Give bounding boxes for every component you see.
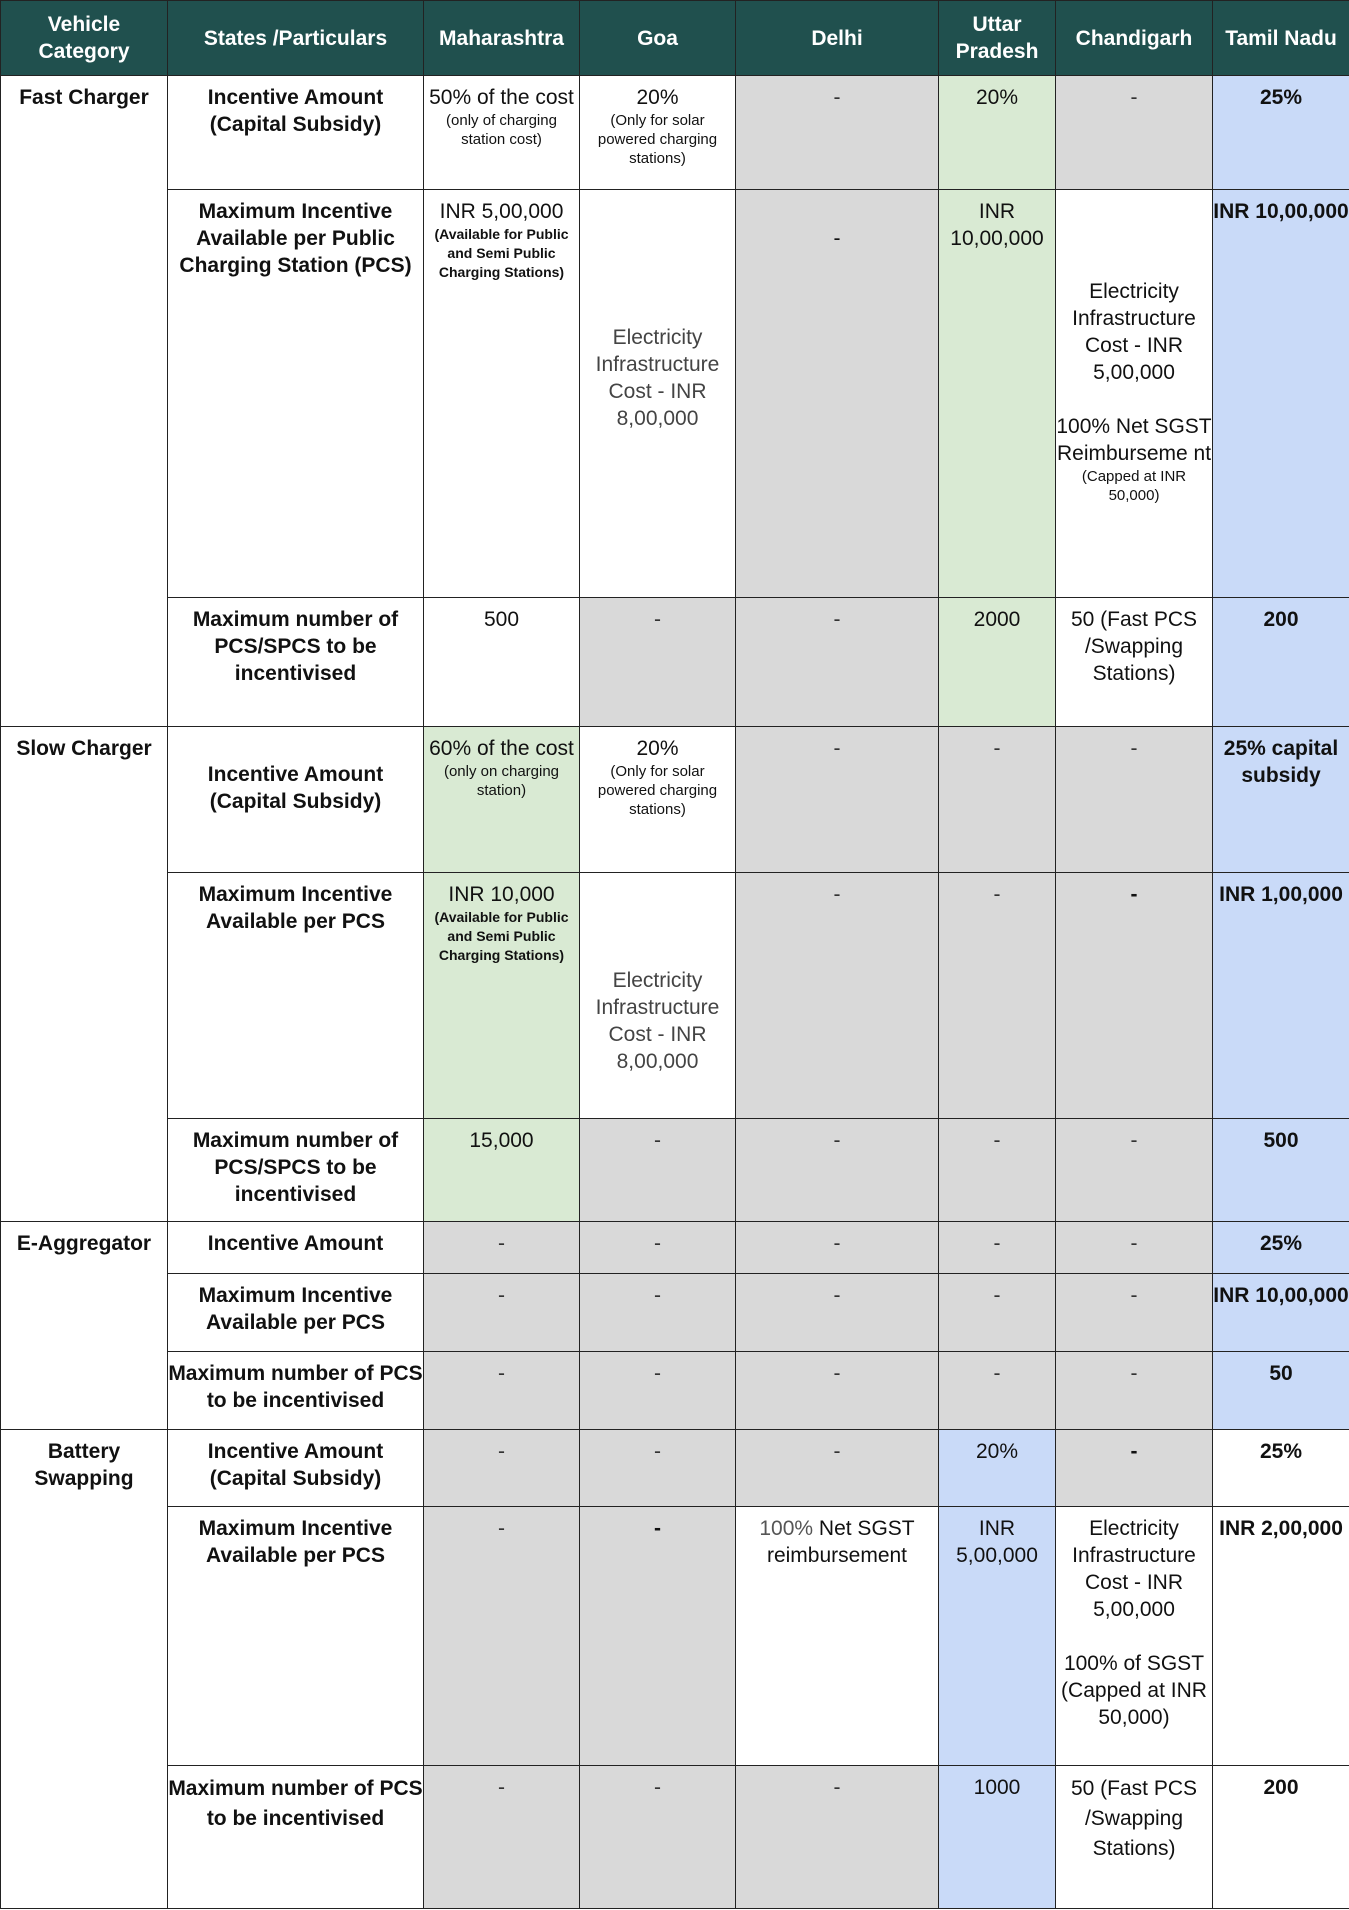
cell-delhi: 100% Net SGST reimbursement [736, 1507, 939, 1766]
particular-label: Maximum Incentive Available per PCS [168, 1507, 424, 1766]
header-goa: Goa [580, 1, 736, 76]
cell-uttar-pradesh: - [939, 1222, 1056, 1274]
particular-label: Maximum Incentive Available per PCS [168, 1274, 424, 1352]
cell-maharashtra: 500 [424, 598, 580, 727]
cell-goa: Electricity Infrastructure Cost - INR 8,00,000 [580, 190, 736, 598]
particular-label: Maximum number of PCS to be incentivised [168, 1766, 424, 1909]
cell-tamil-nadu: INR 1,00,000 [1213, 873, 1349, 1119]
cell-tamil-nadu: INR 2,00,000 [1213, 1507, 1349, 1766]
particular-label: Maximum number of PCS to be incentivised [168, 1352, 424, 1430]
cell-uttar-pradesh: 20% [939, 1430, 1056, 1507]
cell-tamil-nadu: 200 [1213, 1766, 1349, 1909]
cell-uttar-pradesh: INR 10,00,000 [939, 190, 1056, 598]
cell-uttar-pradesh: INR 5,00,000 [939, 1507, 1056, 1766]
cell-chandigarh: - [1056, 1222, 1213, 1274]
cell-chandigarh: - [1056, 1430, 1213, 1507]
cell-tamil-nadu: 200 [1213, 598, 1349, 727]
cell-delhi: - [736, 76, 939, 190]
table-row [1, 873, 1349, 1119]
particular-label: Maximum Incentive Available per PCS [168, 873, 424, 1119]
cell-goa: - [580, 598, 736, 727]
cell-goa: - [580, 1222, 736, 1274]
cell-goa: - [580, 1119, 736, 1222]
cell-goa: 20% (Only for solar powered charging stations) [580, 727, 736, 873]
cell-uttar-pradesh: - [939, 1274, 1056, 1352]
table-row [1, 598, 1349, 727]
cell-delhi: - [736, 598, 939, 727]
table-row [1, 1507, 1349, 1766]
cell-chandigarh: 50 (Fast PCS /Swapping Stations) [1056, 1766, 1213, 1909]
header-chandigarh: Chandigarh [1056, 1, 1213, 76]
cell-chandigarh: Electricity Infrastructure Cost - INR 5,00,000 100% of SGST (Capped at INR 50,000) [1056, 1507, 1213, 1766]
cell-chandigarh: Electricity Infrastructure Cost - INR 5,00,000 100% Net SGST Reimburseme nt (Capped at INR 50,000) [1056, 190, 1213, 598]
cell-chandigarh: - [1056, 76, 1213, 190]
particular-label: Maximum number of PCS/SPCS to be incentivised [168, 1119, 424, 1222]
cell-chandigarh: - [1056, 1119, 1213, 1222]
table-row [1, 190, 1349, 598]
cell-delhi: - [736, 190, 939, 598]
cell-maharashtra: INR 5,00,000 (Available for Public and Semi Public Charging Stations) [424, 190, 580, 598]
cell-goa: - [580, 1274, 736, 1352]
cell-goa: - [580, 1352, 736, 1430]
cell-tamil-nadu: 25% [1213, 1430, 1349, 1507]
cell-chandigarh: - [1056, 873, 1213, 1119]
cell-maharashtra: - [424, 1507, 580, 1766]
cell-uttar-pradesh: - [939, 1119, 1056, 1222]
table-row [1, 1274, 1349, 1352]
table-row [1, 1766, 1349, 1909]
cell-uttar-pradesh: 1000 [939, 1766, 1056, 1909]
header-uttar-pradesh: Uttar Pradesh [939, 1, 1056, 76]
particular-label: Incentive Amount (Capital Subsidy) [168, 1430, 424, 1507]
cell-delhi: - [736, 1222, 939, 1274]
header-states-particulars: States /Particulars [168, 1, 424, 76]
category-battery-swapping: Battery Swapping [1, 1430, 168, 1909]
header-vehicle-category: Vehicle Category [1, 1, 168, 76]
cell-delhi: - [736, 1274, 939, 1352]
particular-label: Maximum number of PCS/SPCS to be incentivised [168, 598, 424, 727]
cell-delhi: - [736, 727, 939, 873]
cell-goa: - [580, 1430, 736, 1507]
cell-tamil-nadu: 25% capital subsidy [1213, 727, 1349, 873]
cell-goa: 20% (Only for solar powered charging stations) [580, 76, 736, 190]
cell-uttar-pradesh: 20% [939, 76, 1056, 190]
category-slow-charger: Slow Charger [1, 727, 168, 1222]
cell-delhi: - [736, 1119, 939, 1222]
cell-chandigarh: - [1056, 1352, 1213, 1430]
particular-label: Incentive Amount [168, 1222, 424, 1274]
cell-delhi: - [736, 1352, 939, 1430]
cell-uttar-pradesh: 2000 [939, 598, 1056, 727]
particular-label: Incentive Amount (Capital Subsidy) [168, 76, 424, 190]
header-delhi: Delhi [736, 1, 939, 76]
table-row [1, 1222, 1349, 1274]
table-row [1, 1352, 1349, 1430]
cell-maharashtra: - [424, 1766, 580, 1909]
header-tamil-nadu: Tamil Nadu [1213, 1, 1349, 76]
cell-maharashtra: INR 10,000 (Available for Public and Semi Public Charging Stations) [424, 873, 580, 1119]
particular-label: Maximum Incentive Available per Public Charging Station (PCS) [168, 190, 424, 598]
table-row [1, 1119, 1349, 1222]
category-fast-charger: Fast Charger [1, 76, 168, 727]
cell-tamil-nadu: 25% [1213, 1222, 1349, 1274]
cell-maharashtra: - [424, 1352, 580, 1430]
cell-delhi: - [736, 1766, 939, 1909]
cell-maharashtra: - [424, 1274, 580, 1352]
cell-tamil-nadu: 25% [1213, 76, 1349, 190]
table-row [1, 727, 1349, 873]
header-row [1, 1, 1349, 76]
cell-goa: Electricity Infrastructure Cost - INR 8,00,000 [580, 873, 736, 1119]
cell-chandigarh: - [1056, 1274, 1213, 1352]
cell-maharashtra: 50% of the cost (only of charging station cost) [424, 76, 580, 190]
cell-maharashtra: - [424, 1222, 580, 1274]
table-row [1, 76, 1349, 190]
cell-uttar-pradesh: - [939, 1352, 1056, 1430]
cell-goa: - [580, 1766, 736, 1909]
cell-maharashtra: - [424, 1430, 580, 1507]
cell-delhi: - [736, 873, 939, 1119]
cell-chandigarh: 50 (Fast PCS /Swapping Stations) [1056, 598, 1213, 727]
category-e-aggregator: E-Aggregator [1, 1222, 168, 1430]
cell-uttar-pradesh: - [939, 727, 1056, 873]
cell-maharashtra: 15,000 [424, 1119, 580, 1222]
cell-tamil-nadu: 500 [1213, 1119, 1349, 1222]
cell-chandigarh: - [1056, 727, 1213, 873]
cell-tamil-nadu: INR 10,00,000 [1213, 1274, 1349, 1352]
cell-goa: - [580, 1507, 736, 1766]
cell-tamil-nadu: 50 [1213, 1352, 1349, 1430]
cell-maharashtra: 60% of the cost (only on charging station) [424, 727, 580, 873]
cell-delhi: - [736, 1430, 939, 1507]
cell-tamil-nadu: INR 10,00,000 [1213, 190, 1349, 598]
table-row [1, 1430, 1349, 1507]
cell-uttar-pradesh: - [939, 873, 1056, 1119]
particular-label: Incentive Amount (Capital Subsidy) [168, 727, 424, 873]
header-maharashtra: Maharashtra [424, 1, 580, 76]
